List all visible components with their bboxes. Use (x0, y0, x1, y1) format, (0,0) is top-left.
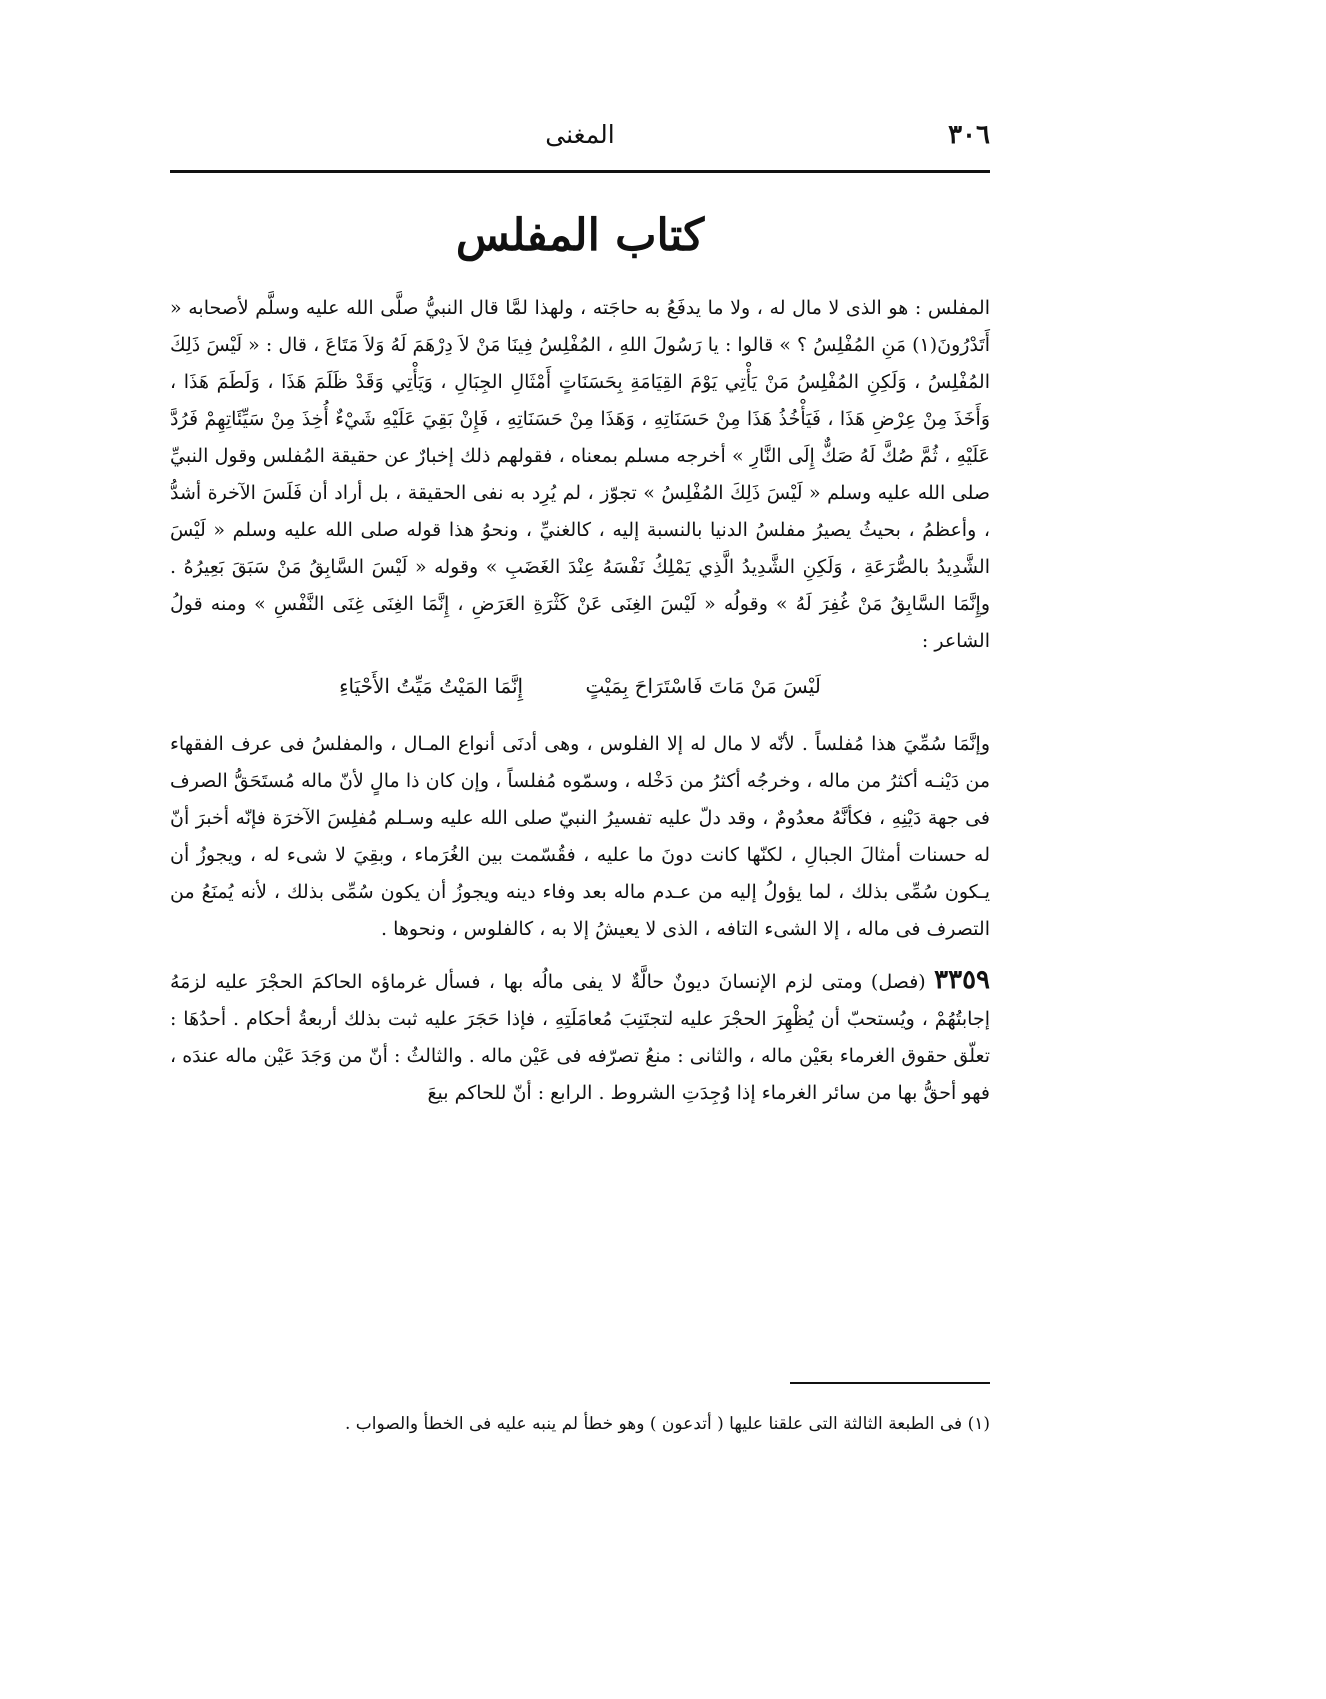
verse-first-hemistich: لَيْسَ مَنْ مَاتَ فَاسْتَرَاحَ بِمَيْتٍ (585, 674, 821, 698)
body-text (170, 290, 990, 1112)
header-rule (170, 170, 990, 173)
paragraph-naming: وإنَّمَا سُمِّيَ هذا مُفلساً . لأنّه لا مال له إلا الفلوس ، وهى أدنَى أنواع المـال ، والمفلسُ فى عرف الفقهاء من دَيْنـه أكثرُ من ماله ، وخرجُه أكثرُ من دَخْله ، وسمّوه مُفلساً ، وإن كان ذا مالٍ لأنّ ماله مُستَحَقُّ الصرف فى جهة دَيْنِهِ ، فكأنَّهُ معدُومٌ ، وقد دلّ عليه تفسيرُ النبيّ صلى الله عليه وسـلم مُفلِسَ الآخرَة فإنّه أخبرَ أنّ له حسنات أمثالَ الجبالِ ، لكنّها كانت دونَ ما عليه ، فقُسّمت بين الغُرَماء ، وبقِيَ لا شىء له ، ويجوزُ أن يـكون سُمِّى بذلك ، لما يؤولُ إليه من عـدم ماله بعد وفاء دينه ويجوزُ أن يكون سُمِّى بذلك ، لأنه يُمنَعُ من التصرف فى ماله ، إلا الشىء التافه ، الذى لا يعيشُ إلا به ، كالفلوس ، ونحوها . (170, 733, 990, 940)
section-paragraph (170, 962, 990, 1112)
running-head: المغنى (545, 120, 615, 149)
section-text: (فصل) ومتى لزم الإنسانَ ديونٌ حالَّةٌ لا يفى مالُه بها ، فسأل غرماؤه الحاكمَ الحجْرَ عليه لزمَهُ إجابتُهُمْ ، ويُستحبّ أن يُظْهِرَ الحجْرَ عليه لتجتَنِبَ مُعامَلَتِهِ ، فإذا حَجَرَ عليه ثبت بذلك أربعةُ أحكام . أحدُهَا : تعلّق حقوق الغرماء بعَيْن ماله ، والثانى : منعُ تصرّفه فى عَيْن ماله . والثالثُ : أنّ من وَجَدَ عَيْن ماله عندَه ، فهو أحقُّ بها من سائر الغرماء إذا وُجِدَتِ الشروط . الرابع : أنّ للحاكم بيعَ (170, 971, 990, 1104)
paragraph-definition: المفلس : هو الذى لا مال له ، ولا ما يدفَعُ به حاجَته ، ولهذا لمَّا قال النبيُّ صلَّى الله عليه وسلَّم لأصحابه « أَتَدْرُونَ(١) مَنِ المُفْلِسُ ؟ » قالوا : يا رَسُولَ اللهِ ، المُفْلِسُ فِينَا مَنْ لاَ دِرْهَمَ لَهُ وَلاَ مَتَاعَ ، قال : « لَيْسَ ذَلِكَ المُفْلِسُ ، وَلَكِنِ المُفْلِسُ مَنْ يَأْتِي يَوْمَ القِيَامَةِ بِحَسَنَاتٍ أَمْثَالِ الجِبَالِ ، وَيَأْتِي وَقَدْ ظَلَمَ هَذَا ، وَلَطَمَ هَذَا ، وَأَخَذَ مِنْ عِرْضِ هَذَا ، فَيَأْخُذُ هَذَا مِنْ حَسَنَاتِهِ ، وَهَذَا مِنْ حَسَنَاتِهِ ، فَإِنْ بَقِيَ عَلَيْهِ شَيْءٌ أُخِذَ مِنْ سَيِّئَاتِهِمْ فَرُدَّ عَلَيْهِ ، ثُمَّ صُكَّ لَهُ صَكٌّ إِلَى النَّارِ » أخرجه مسلم بمعناه ، فقولهم ذلك إخبارٌ عن حقيقة المُفلس وقول النبيِّ صلى الله عليه وسلم « لَيْسَ ذَلِكَ المُفْلِسُ » تجوّز ، لم يُرِد به نفى الحقيقة ، بل أراد أن فَلَسَ الآخرة أشدُّ ، وأعظمُ ، بحيثُ يصيرُ مفلسُ الدنيا بالنسبة إليه ، كالغنيِّ ، ونحوُ هذا قوله صلى الله عليه وسلم « لَيْسَ الشَّدِيدُ بالصُّرَعَةِ ، وَلَكِنِ الشَّدِيدُ الَّذِي يَمْلِكُ نَفْسَهُ عِنْدَ الغَضَبِ » وقوله « لَيْسَ السَّابِقُ مَنْ سَبَقَ بَعِيرُهُ . وإِنَّمَا السَّابِقُ مَنْ غُفِرَ لَهُ » وقولُه « لَيْسَ الغِنَى عَنْ كَثْرَةِ العَرَضِ ، إِنَّمَا الغِنَى غِنَى النَّفْسِ » ومنه قولُ الشاعر : (170, 297, 990, 652)
section-number: ٣٣٥٩ (934, 965, 990, 995)
poetry-verse (170, 666, 990, 706)
verse-second-hemistich: إِنَّمَا المَيْتُ مَيِّتُ الأَحْيَاءِ (339, 674, 524, 698)
footnote: (١) فى الطبعة الثالثة التى علقنا عليها ( أتدعون ) وهو خطأ لم ينبه عليه فى الخطأ والصواب . (344, 1414, 990, 1434)
footnote-rule (790, 1382, 990, 1384)
page-header (170, 118, 990, 162)
page-number: ٣٠٦ (948, 120, 990, 150)
chapter-title: كتاب المفلس (455, 210, 705, 261)
